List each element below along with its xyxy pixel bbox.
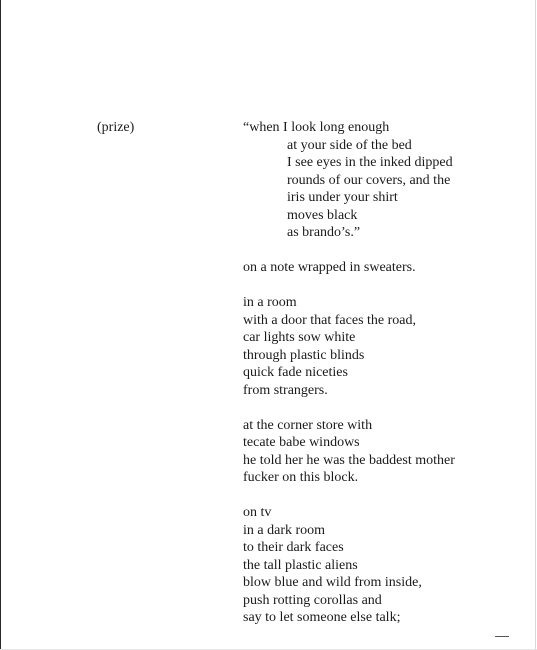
poem-line: tecate babe windows <box>243 435 360 450</box>
stanza-4 <box>243 417 455 487</box>
footer-dash-mark <box>495 636 509 637</box>
poem-line: to their dark faces <box>243 540 344 555</box>
poem-line: fucker on this block. <box>243 470 359 485</box>
poem-line: quick fade niceties <box>243 365 348 380</box>
poem-line: with a door that faces the road, <box>243 312 416 328</box>
poem-line: from strangers. <box>243 382 328 398</box>
poem-line: in a room <box>243 295 297 310</box>
poem-line: at your side of the bed <box>287 137 412 153</box>
poem-line: rounds of our covers, and the <box>287 172 451 188</box>
page-left-edge <box>0 0 1 650</box>
poem-line: he told her he was the baddest mother <box>243 452 455 468</box>
poem-line: on a note wrapped in sweaters. <box>243 260 416 275</box>
poem-line: blow blue and wild from inside, <box>243 575 422 590</box>
poem-body <box>243 119 455 644</box>
poem-line: iris under your shirt <box>287 190 398 205</box>
stanza-1 <box>243 119 455 242</box>
poem-line: moves black <box>287 207 358 223</box>
section-label: (prize) <box>97 120 135 135</box>
poem-line: car lights sow white <box>243 330 356 345</box>
poem-line: as brando’s.” <box>287 225 361 240</box>
stanza-3 <box>243 294 455 399</box>
poem-line: I see eyes in the inked dipped <box>287 155 453 170</box>
poem-line: “when I look long enough <box>243 120 390 135</box>
stanza-5 <box>243 504 455 627</box>
poem-line: through plastic blinds <box>243 347 365 363</box>
stanza-2 <box>243 259 455 277</box>
poem-line: say to let someone else talk; <box>243 610 401 625</box>
poem-line: the tall plastic aliens <box>243 557 358 573</box>
poem-line: push rotting corollas and <box>243 592 382 608</box>
poem-line: on tv <box>243 505 272 520</box>
poem-line: in a dark room <box>243 522 326 538</box>
poem-line: at the corner store with <box>243 417 373 433</box>
page-right-edge <box>535 0 536 650</box>
